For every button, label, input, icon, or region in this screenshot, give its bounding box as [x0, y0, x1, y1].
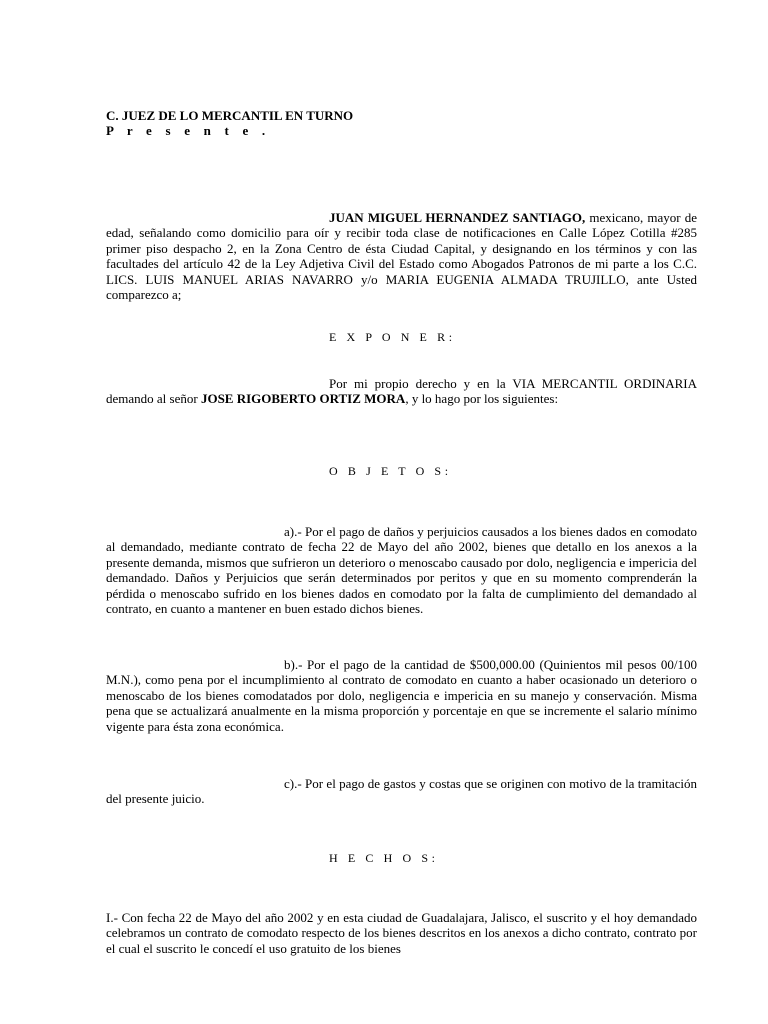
demand-paragraph — [106, 376, 697, 407]
heading-exponer: E X P O N E R: — [329, 330, 456, 344]
hecho-one-paragraph — [106, 910, 697, 956]
objeto-a-paragraph — [106, 524, 697, 616]
intro-text: mexicano, mayor de edad, señalando como domicilio para oír y recibir toda clase de notificaciones en Calle López Cotilla #285 primer piso despacho 2, en la Zona Centro de ésta Ciudad Capital, y designando en los términos y con las facultades del artículo 42 de la Ley Adjetiva Civil del Estado como Abogados Patronos de mi parte a los C.C. LICS. LUIS MANUEL ARIAS NAVARRO y/o MARIA EUGENIA ALMADA TRUJILLO, ante Usted comparezco a; — [106, 210, 697, 303]
objeto-b-paragraph — [106, 657, 697, 734]
intro-paragraph — [106, 210, 697, 302]
demand-text-after: , y lo hago por los siguientes: — [405, 391, 559, 407]
addressee-presente: P r e s e n t e . — [106, 123, 271, 138]
objeto-b-text: b).- Por el pago de la cantidad de $500,000.00 (Quinientos mil pesos 00/100 M.N.), como pena por el incumplimiento al contrato de comodato en cuanto a haber ocasionado un deterioro o menoscabo de los bienes comodatados por dolo, negligencia e impericia en su manejo y conservación. Misma pena que se actualizará anualmente en la misma proporción y porcentaje en que se incremente el salario mínimo vigente para ésta zona económica. — [106, 657, 697, 734]
hecho-one-text: I.- Con fecha 22 de Mayo del año 2002 y en esta ciudad de Guadalajara, Jalisco, el suscrito y el hoy demandado celebramos un contrato de comodato respecto de los bienes descritos en los anexos a dicho contrato, contrato por el cual el suscrito le concedí el uso gratuito de los bienes — [106, 910, 697, 956]
objeto-c-paragraph — [106, 776, 697, 807]
defendant-name: JOSE RIGOBERTO ORTIZ MORA — [200, 391, 406, 407]
demand-text-before: Por mi propio derecho y en la VIA MERCANTIL ORDINARIA demando al señor — [106, 376, 697, 407]
heading-hechos: H E C H O S: — [329, 851, 439, 865]
heading-objetos: O B J E T O S: — [329, 464, 452, 478]
objeto-a-text: a).- Por el pago de daños y perjuicios causados a los bienes dados en comodato al demandado, mediante contrato de fecha 22 de Mayo del año 2002, bienes que detallo en los anexos a la presente demanda, mismos que sufrieron un deterioro o menoscabo causado por dolo, negligencia e impericia del demandado. Daños y Perjuicios que serán determinados por peritos y que en su momento comprenderán la pérdida o menoscabo sufrido en los bienes dados en comodato por la falta de cumplimiento del demandado al contrato, en cuanto a mantener en buen estado dichos bienes. — [106, 524, 697, 617]
objeto-c-text: c).- Por el pago de gastos y costas que se originen con motivo de la tramitación del presente juicio. — [106, 776, 697, 807]
addressee-title: C. JUEZ DE LO MERCANTIL EN TURNO — [106, 108, 354, 123]
plaintiff-name: JUAN MIGUEL HERNANDEZ SANTIAGO, — [329, 210, 586, 225]
